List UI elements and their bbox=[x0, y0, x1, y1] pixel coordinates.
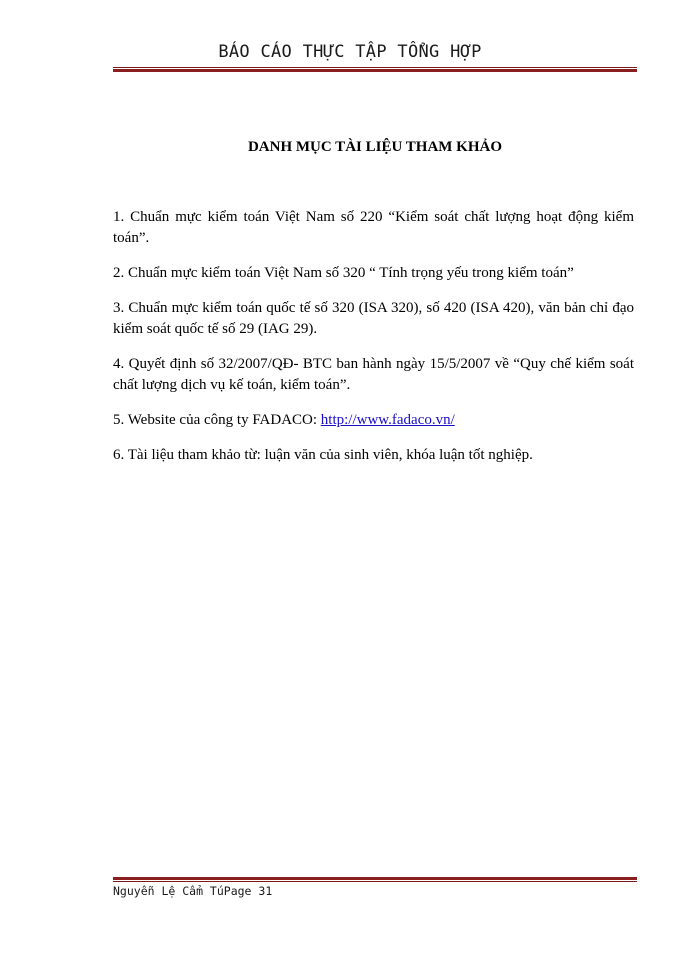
reference-text: 1. Chuẩn mực kiểm toán Việt Nam số 220 “Kiểm soát chất lượng hoạt động kiểm toán”. bbox=[113, 209, 634, 246]
reference-list bbox=[113, 207, 634, 480]
page-footer bbox=[113, 884, 272, 898]
reference-item bbox=[113, 298, 634, 340]
reference-text: 5. Website của công ty FADACO: bbox=[113, 412, 321, 428]
footer-page-number: Page 31 bbox=[223, 884, 273, 898]
website-link[interactable]: http://www.fadaco.vn/ bbox=[320, 412, 455, 428]
header-divider bbox=[113, 67, 637, 72]
reference-item bbox=[113, 354, 634, 396]
reference-text: 4. Quyết định số 32/2007/QĐ- BTC ban hành ngày 15/5/2007 về “Quy chế kiểm soát chất lượng dịch vụ kế toán, kiểm toán”. bbox=[113, 356, 634, 393]
footer-author: Nguyễn Lệ Cẩm Tú bbox=[113, 884, 224, 898]
reference-text: 2. Chuẩn mực kiểm toán Việt Nam số 320 “ Tính trọng yếu trong kiểm toán” bbox=[113, 265, 574, 281]
reference-text: 3. Chuẩn mực kiểm toán quốc tế số 320 (ISA 320), số 420 (ISA 420), văn bản chỉ đạo kiểm soát quốc tế số 29 (IAG 29). bbox=[113, 300, 634, 337]
header-title: BÁO CÁO THỰC TẬP TỔNG HỢP bbox=[218, 42, 482, 62]
reference-item bbox=[113, 263, 634, 284]
document-heading: DANH MỤC TÀI LIỆU THAM KHẢO bbox=[247, 139, 503, 155]
reference-item bbox=[113, 445, 634, 466]
reference-item bbox=[113, 410, 634, 431]
reference-item bbox=[113, 207, 634, 249]
reference-text: 6. Tài liệu tham khảo từ: luận văn của sinh viên, khóa luận tốt nghiệp. bbox=[113, 447, 533, 463]
footer-divider bbox=[113, 877, 637, 882]
